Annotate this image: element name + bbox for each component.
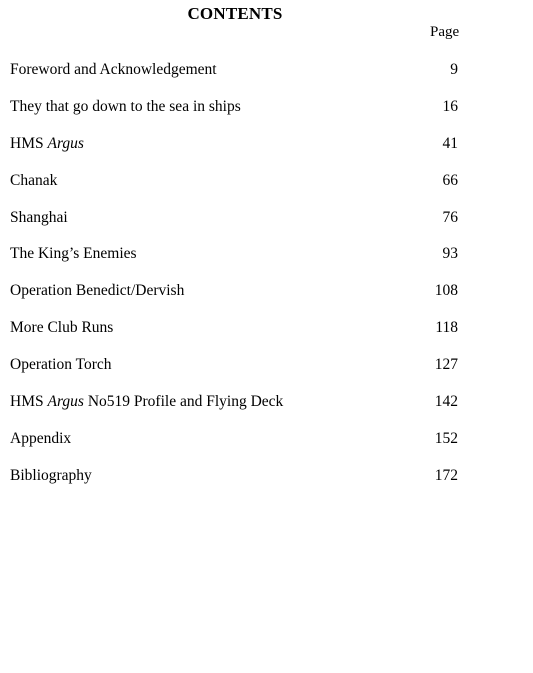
toc-entry-page: 172 <box>434 466 458 484</box>
toc-entry-title <box>10 60 217 80</box>
toc-title-italic-part: Argus <box>47 393 84 411</box>
toc-entry-page: 66 <box>442 171 458 189</box>
toc-title-part: Operation Torch <box>10 356 112 374</box>
toc-entry-title <box>10 134 84 154</box>
toc-title-part: No519 Profile and Flying Deck <box>83 393 284 411</box>
toc-entry-page: 9 <box>450 61 458 78</box>
toc-title-part: Bibliography <box>10 466 92 484</box>
toc-title-part: HMS <box>10 134 48 152</box>
toc-title-part: More Club Runs <box>10 319 114 337</box>
toc-entry <box>10 466 470 503</box>
table-of-contents <box>10 60 470 503</box>
contents-heading: CONTENTS <box>187 4 283 23</box>
toc-entry-title <box>10 97 241 117</box>
toc-entry <box>10 208 470 245</box>
toc-entry <box>10 97 470 134</box>
toc-entry-title <box>10 208 68 228</box>
toc-entry-page: 108 <box>434 282 458 300</box>
toc-title-part: Foreword and Acknowledgement <box>10 61 217 78</box>
toc-entry-page: 127 <box>434 356 458 374</box>
toc-entry-page: 16 <box>442 97 458 115</box>
toc-entry <box>10 318 470 355</box>
toc-entry <box>10 392 470 429</box>
toc-entry <box>10 429 470 466</box>
toc-entry-title <box>10 318 113 338</box>
toc-title-part: Appendix <box>10 429 72 447</box>
toc-entry <box>10 134 470 171</box>
toc-entry-title <box>10 429 71 449</box>
toc-entry-title <box>10 466 92 486</box>
toc-title-part: Shanghai <box>10 208 68 226</box>
toc-entry-title <box>10 171 57 191</box>
toc-entry <box>10 281 470 318</box>
toc-entry-title <box>10 281 184 301</box>
toc-title-part: Chanak <box>10 171 58 189</box>
toc-entry-page: 76 <box>442 208 458 226</box>
toc-entry-page: 152 <box>434 429 458 447</box>
toc-entry-title <box>10 355 112 375</box>
toc-entry <box>10 244 470 281</box>
toc-title-part: The King’s Enemies <box>10 245 137 263</box>
toc-title-italic-part: Argus <box>47 134 84 152</box>
toc-entry-page: 41 <box>442 134 458 152</box>
toc-entry <box>10 355 470 392</box>
toc-title-part: HMS <box>10 393 48 411</box>
toc-entry-page: 118 <box>435 319 458 337</box>
toc-entry-title <box>10 244 137 264</box>
toc-entry-page: 142 <box>434 393 458 411</box>
toc-entry <box>10 60 470 97</box>
toc-title-part: Operation Benedict/Dervish <box>10 282 185 300</box>
page-column-label: Page <box>430 24 460 40</box>
toc-entry-title <box>10 392 283 412</box>
toc-entry <box>10 171 470 208</box>
toc-entry-page: 93 <box>442 245 458 263</box>
toc-title-part: They that go down to the sea in ships <box>10 97 241 115</box>
